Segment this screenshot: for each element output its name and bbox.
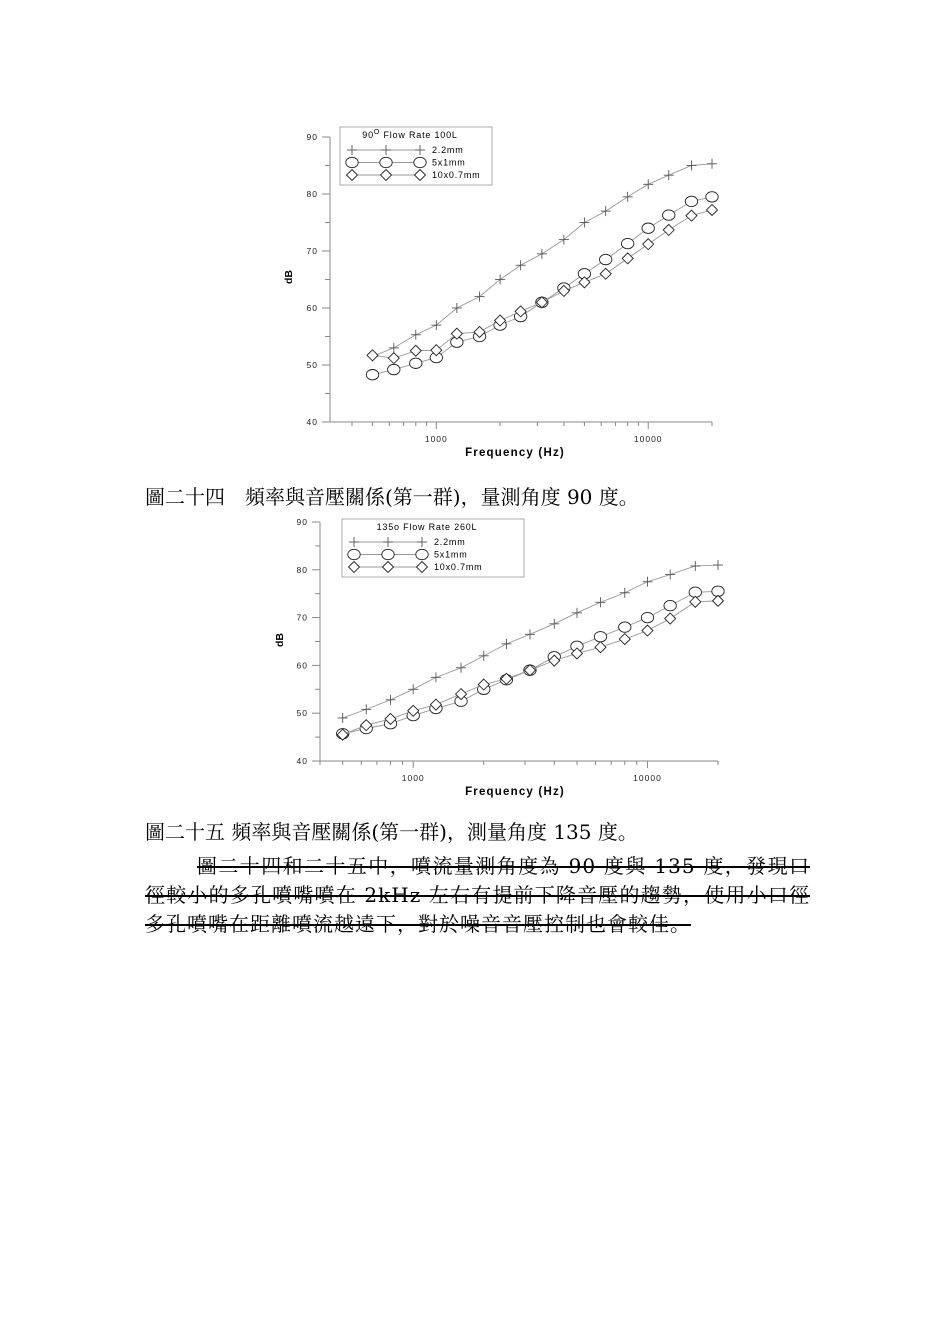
chart2-data-point — [713, 595, 724, 606]
chart2-data-point — [642, 625, 653, 636]
chart1-legend-entry: 10x0.7mm — [432, 170, 481, 180]
chart1-data-point — [516, 260, 526, 270]
chart2-data-point — [386, 695, 396, 705]
chart2-data-point — [619, 634, 630, 645]
chart1-y-tick-label: 80 — [306, 189, 318, 199]
chart1-y-tick-label: 50 — [306, 360, 318, 370]
figure-24-caption: 圖二十四 頻率與音壓關係(第一群)，量測角度 90 度。 — [145, 485, 639, 509]
chart2-y-tick-label: 90 — [296, 517, 308, 527]
chart2-data-point — [572, 608, 582, 618]
chart2-data-point — [361, 704, 371, 714]
chart1-x-tick-label: 1000 — [424, 434, 448, 444]
chart1-data-point — [411, 330, 421, 340]
chart1-y-axis-label: dB — [283, 270, 295, 284]
chart2-legend-entry: 2.2mm — [434, 537, 466, 547]
chart2-x-axis-label: Frequency (Hz) — [465, 786, 565, 798]
chart2-data-point — [501, 639, 511, 649]
chart2-legend-marker — [416, 549, 428, 559]
chart1-series-line — [373, 164, 712, 357]
chart1-data-point — [451, 328, 462, 339]
chart1-data-point — [537, 249, 547, 259]
chart1-data-point — [367, 350, 378, 361]
chart1-x-tick-label: 10000 — [633, 434, 663, 444]
chart1-legend-marker — [414, 157, 426, 167]
chart1-legend-title: $90^O$ Flow Rate 100L — [362, 129, 458, 140]
chart2-x-tick-label: 10000 — [633, 773, 662, 783]
chart1-data-point — [663, 224, 674, 235]
chart-135-degrees — [0, 510, 950, 800]
chart2-data-point — [665, 570, 675, 580]
chart2-data-point — [713, 560, 723, 570]
chart1-data-point — [685, 196, 697, 206]
chart1-data-point — [642, 223, 654, 233]
chart2-series-line — [343, 565, 718, 718]
chart1-legend — [340, 127, 492, 185]
chart1-data-point — [600, 268, 611, 279]
chart2-y-tick-label: 50 — [296, 708, 308, 719]
chart2-x-tick-label: 1000 — [401, 773, 425, 783]
chart2-series-5x1mm — [337, 586, 725, 739]
chart1-series-2-2mm — [368, 159, 717, 362]
figure-25-caption: 圖二十五 頻率與音壓關係(第一群)，測量角度 135 度。 — [145, 820, 638, 844]
struck-through-paragraph: 圖二十四和二十五中，噴流量測角度為 90 度與 135 度，發現口徑較小的多孔噴嘴噴在 2kHz 左右有提前下降音壓的趨勢，使用小口徑多孔噴嘴在距離噴流越遠下，對於噪音音壓控制也會較佳。 — [145, 854, 810, 936]
chart1-data-point — [643, 239, 654, 250]
chart1-x-axis-label: Frequency (Hz) — [465, 447, 565, 459]
chart2-data-point — [690, 596, 701, 607]
chart2-y-tick-label: 80 — [296, 564, 308, 575]
chart2-data-point — [431, 672, 441, 682]
chart2-data-point — [338, 713, 348, 723]
chart1-series-line — [373, 197, 712, 375]
chart2-data-point — [665, 613, 676, 624]
chart2-legend — [342, 519, 524, 577]
chart2-data-point — [479, 651, 489, 661]
chart1-data-point — [599, 254, 611, 264]
chart1-data-point — [389, 343, 399, 353]
chart1-data-point — [643, 179, 653, 189]
chart2-data-point — [456, 663, 466, 673]
chart1-legend-entry: 2.2mm — [432, 145, 464, 155]
chart2-series-line — [343, 591, 718, 733]
chart2-legend-title: 135o Flow Rate 260L — [376, 522, 478, 532]
chart1-series-line — [373, 210, 712, 358]
chart1-data-point — [622, 253, 633, 264]
chart1-data-point — [621, 238, 633, 248]
chart1-data-point — [366, 369, 378, 379]
chart1-data-point — [579, 277, 590, 288]
chart1-data-point — [707, 159, 717, 169]
chart2-data-point — [595, 597, 605, 607]
chart2-data-point — [641, 612, 653, 622]
chart1-legend-marker — [346, 157, 358, 167]
chart1-data-point — [410, 345, 421, 356]
chart2-series-10x0-7mm — [337, 595, 723, 740]
chart1-legend-entry: 5x1mm — [432, 157, 466, 168]
chart1-data-point — [686, 210, 697, 221]
chart2-data-point — [664, 600, 676, 610]
chart2-y-tick-label: 40 — [296, 756, 308, 766]
chart1-y-tick-label: 90 — [306, 132, 318, 142]
chart1-data-point — [388, 353, 399, 364]
chart2-data-point — [690, 561, 700, 571]
chart1-data-point — [706, 192, 718, 202]
chart1-y-tick-label: 70 — [306, 246, 318, 256]
chart2-data-point — [525, 629, 535, 639]
chart2-data-point — [642, 577, 652, 587]
chart2-data-point — [620, 588, 630, 598]
chart2-data-point — [408, 684, 418, 694]
chart1-data-point — [623, 192, 633, 202]
chart2-data-point — [549, 619, 559, 629]
chart2-series-2-2mm — [338, 560, 723, 723]
chart2-data-point — [619, 622, 631, 632]
chart-90-degrees — [0, 120, 950, 465]
chart1-data-point — [707, 204, 718, 215]
chart2-legend-marker — [382, 549, 394, 559]
chart2-y-tick-label: 70 — [296, 612, 308, 623]
chart2-legend-entry: 5x1mm — [434, 549, 468, 560]
chart1-data-point — [663, 210, 675, 220]
chart2-legend-marker — [348, 549, 360, 559]
chart1-y-tick-label: 60 — [306, 303, 318, 313]
chart2-y-tick-label: 60 — [296, 660, 308, 671]
chart1-series-10x0-7mm — [367, 204, 717, 363]
chart1-legend-marker — [380, 157, 392, 167]
chart1-y-tick-label: 40 — [306, 417, 318, 427]
chart1-data-point — [664, 170, 674, 180]
chart1-data-point — [686, 161, 696, 171]
chart2-legend-entry: 10x0.7mm — [434, 562, 483, 572]
chart1-data-point — [388, 364, 400, 374]
chart1-data-point — [410, 358, 422, 368]
chart2-data-point — [594, 632, 606, 642]
chart2-y-axis-label: dB — [274, 633, 286, 647]
chart2-data-point — [595, 642, 606, 653]
chart1-data-point — [601, 206, 611, 216]
